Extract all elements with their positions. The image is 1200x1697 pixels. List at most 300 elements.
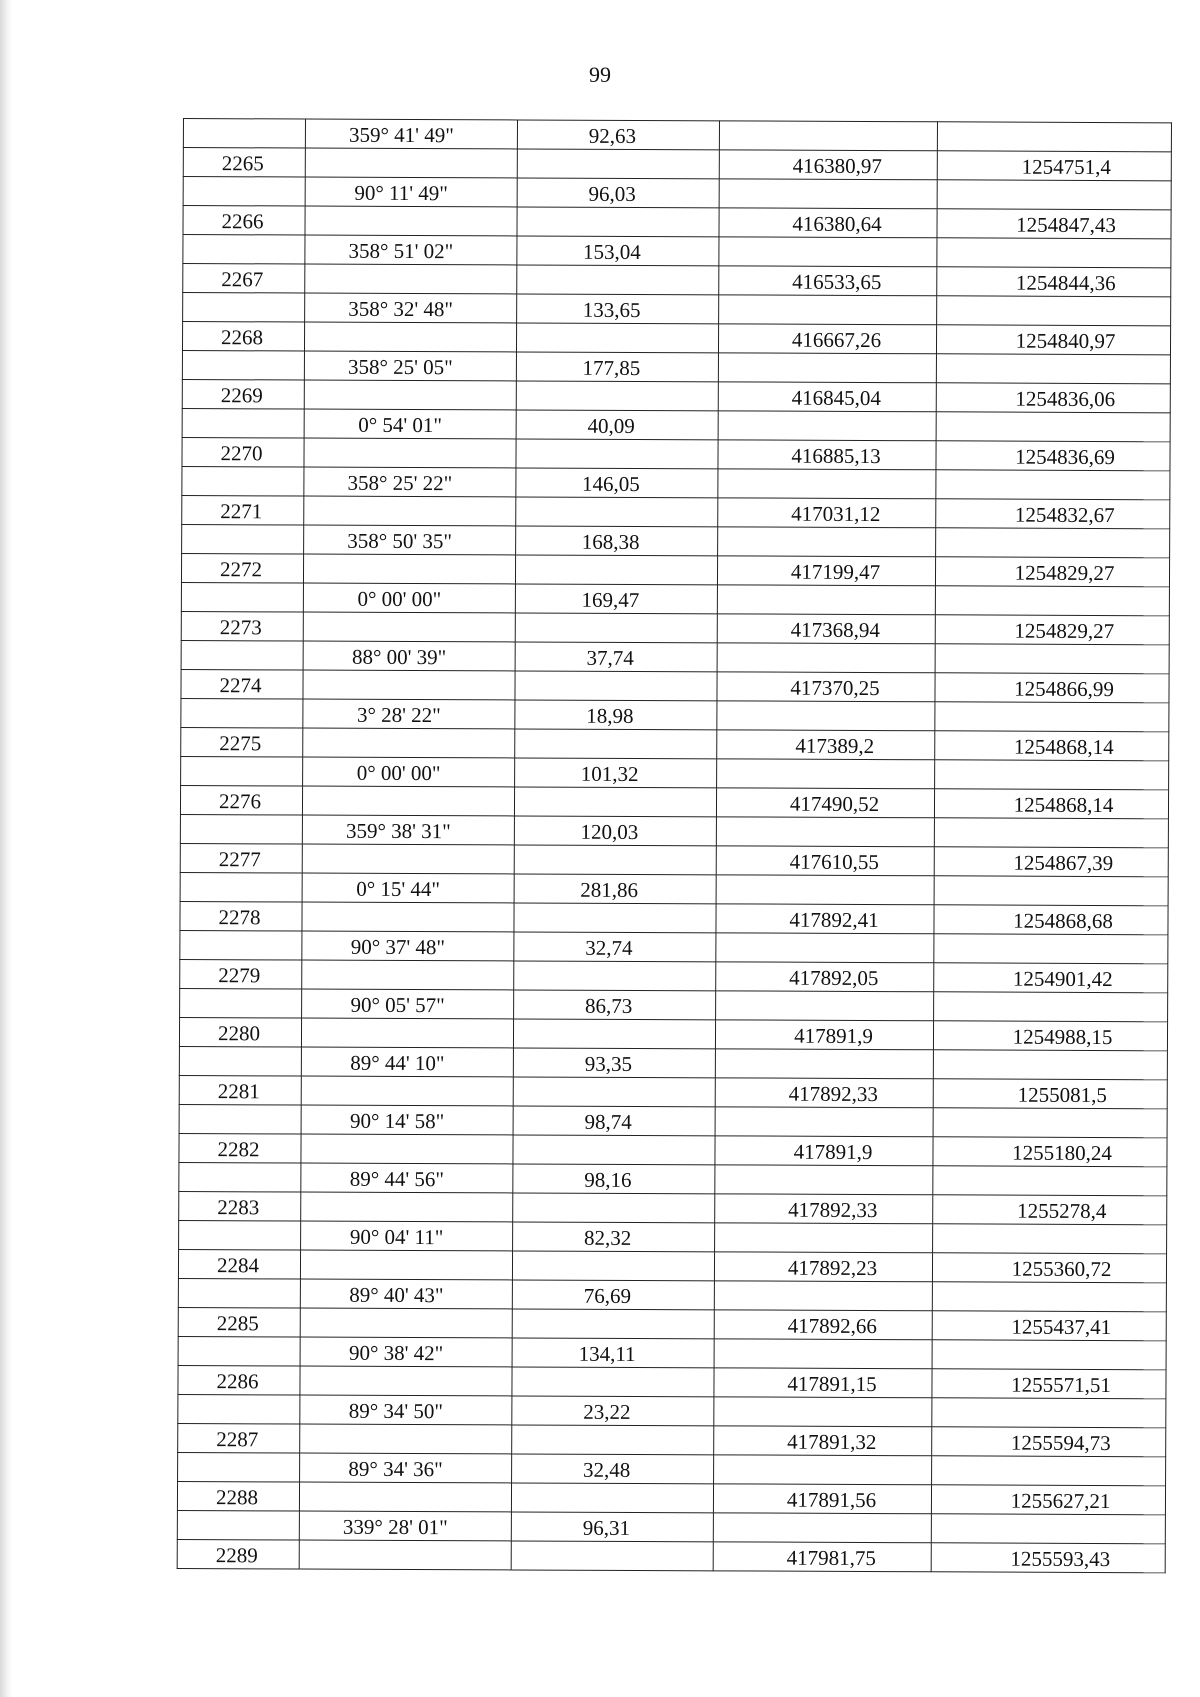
bearing-angle-cell — [300, 1366, 512, 1396]
y-coordinate-cell: 1255360,72 — [932, 1253, 1166, 1283]
bearing-angle-cell: 339° 28' 01" — [299, 1511, 511, 1541]
bearing-angle-cell — [302, 786, 514, 816]
point-number-cell: 2284 — [178, 1249, 300, 1279]
x-coordinate-cell: 417892,41 — [716, 904, 934, 934]
distance-cell: 96,03 — [517, 178, 719, 208]
bearing-angle-cell — [299, 1540, 511, 1570]
point-number-cell: 2280 — [179, 1017, 301, 1047]
y-coordinate-cell — [932, 1398, 1166, 1428]
bearing-angle-cell: 0° 00' 00" — [303, 757, 515, 787]
point-number-cell — [180, 872, 302, 902]
y-coordinate-cell: 1255627,21 — [931, 1485, 1165, 1515]
point-number-cell: 2268 — [182, 322, 304, 352]
distance-cell — [515, 729, 717, 759]
y-coordinate-cell — [937, 296, 1171, 326]
y-coordinate-cell: 1254832,67 — [936, 499, 1170, 529]
table-row — [182, 379, 1170, 412]
y-coordinate-cell: 1255278,4 — [933, 1195, 1167, 1225]
x-coordinate-cell — [714, 1397, 932, 1427]
y-coordinate-cell: 1255593,43 — [931, 1543, 1165, 1573]
point-number-cell: 2269 — [182, 379, 304, 409]
x-coordinate-cell: 417891,56 — [713, 1484, 931, 1514]
bearing-angle-cell — [301, 1018, 513, 1048]
y-coordinate-cell: 1255180,24 — [933, 1137, 1167, 1167]
x-coordinate-cell: 417610,55 — [716, 846, 934, 876]
bearing-angle-cell — [304, 438, 516, 468]
point-number-cell — [182, 408, 304, 438]
x-coordinate-cell: 416533,65 — [719, 266, 937, 296]
x-coordinate-cell — [718, 411, 936, 441]
table-row — [182, 408, 1170, 441]
bearing-angle-cell: 0° 15' 44" — [302, 873, 514, 903]
point-number-cell: 2270 — [182, 437, 304, 467]
bearing-angle-cell: 358° 25' 05" — [304, 351, 516, 381]
y-coordinate-cell: 1254988,15 — [933, 1021, 1167, 1051]
x-coordinate-cell — [718, 353, 936, 383]
x-coordinate-cell: 417892,23 — [714, 1252, 932, 1282]
bearing-angle-cell: 358° 51' 02" — [305, 235, 517, 265]
x-coordinate-cell: 417892,33 — [715, 1194, 933, 1224]
bearing-angle-cell — [305, 264, 517, 294]
table-row — [183, 148, 1171, 181]
point-number-cell — [181, 640, 303, 670]
x-coordinate-cell — [714, 1455, 932, 1485]
distance-cell: 153,04 — [517, 236, 719, 266]
y-coordinate-cell — [933, 1224, 1167, 1254]
point-number-cell: 2277 — [180, 843, 302, 873]
bearing-angle-cell: 90° 05' 57" — [302, 989, 514, 1019]
bearing-angle-cell: 358° 25' 22" — [304, 467, 516, 497]
bearing-angle-cell: 89° 44' 10" — [301, 1047, 513, 1077]
distance-cell — [514, 903, 716, 933]
point-number-cell — [183, 177, 305, 207]
table-row — [179, 1133, 1167, 1166]
bearing-angle-cell — [304, 322, 516, 352]
y-coordinate-cell — [932, 1282, 1166, 1312]
distance-cell — [512, 1425, 714, 1455]
distance-cell: 92,63 — [517, 120, 719, 150]
x-coordinate-cell: 417892,33 — [715, 1078, 933, 1108]
table-row — [181, 553, 1169, 586]
x-coordinate-cell — [714, 1281, 932, 1311]
distance-cell: 168,38 — [516, 526, 718, 556]
distance-cell — [514, 845, 716, 875]
distance-cell: 177,85 — [516, 352, 718, 382]
x-coordinate-cell — [715, 1049, 933, 1079]
distance-cell: 23,22 — [512, 1396, 714, 1426]
distance-cell — [516, 439, 718, 469]
bearing-angle-cell — [300, 1424, 512, 1454]
x-coordinate-cell: 417892,05 — [716, 962, 934, 992]
bearing-angle-cell — [302, 844, 514, 874]
point-number-cell: 2271 — [182, 495, 304, 525]
bearing-angle-cell — [303, 554, 515, 584]
y-coordinate-cell — [937, 122, 1171, 152]
distance-cell — [511, 1483, 713, 1513]
table-row — [181, 611, 1169, 644]
distance-cell — [516, 323, 718, 353]
table-row — [182, 437, 1170, 470]
point-number-cell: 2278 — [180, 901, 302, 931]
point-number-cell — [183, 235, 305, 265]
distance-cell: 146,05 — [516, 468, 718, 498]
distance-cell — [513, 1077, 715, 1107]
distance-cell — [512, 1309, 714, 1339]
point-number-cell — [178, 1278, 300, 1308]
distance-cell: 86,73 — [514, 990, 716, 1020]
distance-cell: 82,32 — [513, 1222, 715, 1252]
table-row — [181, 669, 1169, 702]
bearing-angle-cell — [301, 1192, 513, 1222]
distance-cell: 98,74 — [513, 1106, 715, 1136]
bearing-angle-cell: 0° 54' 01" — [304, 409, 516, 439]
distance-cell — [511, 1541, 713, 1571]
x-coordinate-cell: 416380,64 — [719, 208, 937, 238]
bearing-angle-cell: 359° 38' 31" — [302, 815, 514, 845]
bearing-angle-cell — [304, 496, 516, 526]
y-coordinate-cell — [934, 934, 1168, 964]
y-coordinate-cell — [936, 354, 1170, 384]
bearing-angle-cell — [305, 148, 517, 178]
x-coordinate-cell: 417199,47 — [717, 556, 935, 586]
table-row — [183, 293, 1171, 326]
table-row — [178, 1336, 1166, 1369]
bearing-angle-cell: 90° 37' 48" — [302, 931, 514, 961]
y-coordinate-cell — [936, 412, 1170, 442]
table-row — [178, 1394, 1166, 1427]
y-coordinate-cell — [932, 1456, 1166, 1486]
point-number-cell — [181, 756, 303, 786]
point-number-cell — [182, 524, 304, 554]
distance-cell: 37,74 — [515, 642, 717, 672]
bearing-angle-cell — [303, 728, 515, 758]
y-coordinate-cell: 1254901,42 — [934, 963, 1168, 993]
point-number-cell — [179, 1220, 301, 1250]
table-row — [183, 264, 1171, 297]
table-row — [181, 756, 1169, 789]
table-row — [178, 1278, 1166, 1311]
distance-cell: 32,74 — [514, 932, 716, 962]
point-number-cell — [180, 930, 302, 960]
y-coordinate-cell: 1254868,14 — [934, 789, 1168, 819]
distance-cell — [516, 497, 718, 527]
bearing-angle-cell: 90° 04' 11" — [301, 1221, 513, 1251]
y-coordinate-cell: 1254840,97 — [936, 325, 1170, 355]
point-number-cell — [183, 293, 305, 323]
table-row — [181, 727, 1169, 760]
distance-cell: 133,65 — [517, 294, 719, 324]
table-row — [179, 1104, 1167, 1137]
bearing-angle-cell — [301, 1076, 513, 1106]
table-row — [179, 1220, 1167, 1253]
table-row — [180, 930, 1168, 963]
table-row — [178, 1365, 1166, 1398]
x-coordinate-cell: 416667,26 — [718, 324, 936, 354]
bearing-angle-cell — [305, 206, 517, 236]
point-number-cell: 2286 — [178, 1365, 300, 1395]
table-row — [177, 1539, 1165, 1572]
table-row — [177, 1481, 1165, 1514]
x-coordinate-cell: 417370,25 — [717, 672, 935, 702]
point-number-cell — [179, 1046, 301, 1076]
y-coordinate-cell: 1254868,14 — [935, 731, 1169, 761]
table-row — [183, 177, 1171, 210]
table-row — [179, 1017, 1167, 1050]
y-coordinate-cell — [936, 528, 1170, 558]
distance-cell — [517, 265, 719, 295]
y-coordinate-cell — [934, 818, 1168, 848]
y-coordinate-cell — [931, 1514, 1165, 1544]
x-coordinate-cell: 417891,9 — [715, 1020, 933, 1050]
x-coordinate-cell — [715, 1223, 933, 1253]
distance-cell — [513, 1019, 715, 1049]
point-number-cell — [183, 119, 305, 149]
point-number-cell: 2276 — [180, 785, 302, 815]
point-number-cell: 2273 — [181, 611, 303, 641]
y-coordinate-cell — [933, 1108, 1167, 1138]
distance-cell: 120,03 — [514, 816, 716, 846]
x-coordinate-cell: 417891,9 — [715, 1136, 933, 1166]
y-coordinate-cell: 1254836,69 — [936, 441, 1170, 471]
point-number-cell — [182, 466, 304, 496]
table-row — [182, 466, 1170, 499]
y-coordinate-cell: 1254868,68 — [934, 905, 1168, 935]
x-coordinate-cell — [716, 817, 934, 847]
x-coordinate-cell: 417368,94 — [717, 614, 935, 644]
distance-cell — [517, 149, 719, 179]
distance-cell — [514, 961, 716, 991]
y-coordinate-cell: 1255571,51 — [932, 1369, 1166, 1399]
y-coordinate-cell — [935, 702, 1169, 732]
bearing-angle-cell: 89° 34' 36" — [300, 1453, 512, 1483]
bearing-angle-cell: 90° 38' 42" — [300, 1337, 512, 1367]
bearing-angle-cell: 0° 00' 00" — [303, 583, 515, 613]
point-number-cell: 2289 — [177, 1539, 299, 1569]
point-number-cell — [178, 1394, 300, 1424]
distance-cell — [517, 207, 719, 237]
x-coordinate-cell — [719, 179, 937, 209]
table-row — [179, 1162, 1167, 1195]
x-coordinate-cell — [719, 237, 937, 267]
point-number-cell: 2287 — [178, 1423, 300, 1453]
bearing-angle-cell: 89° 44' 56" — [301, 1163, 513, 1193]
x-coordinate-cell: 417490,52 — [716, 788, 934, 818]
y-coordinate-cell: 1255594,73 — [932, 1427, 1166, 1457]
distance-cell: 76,69 — [512, 1280, 714, 1310]
distance-cell — [513, 1193, 715, 1223]
x-coordinate-cell — [717, 643, 935, 673]
y-coordinate-cell — [937, 238, 1171, 268]
y-coordinate-cell: 1254867,39 — [934, 847, 1168, 877]
point-number-cell: 2266 — [183, 206, 305, 236]
table-row — [181, 698, 1169, 731]
point-number-cell: 2288 — [177, 1481, 299, 1511]
table-row — [183, 119, 1171, 152]
x-coordinate-cell — [719, 121, 937, 151]
point-number-cell: 2282 — [179, 1133, 301, 1163]
point-number-cell — [179, 1162, 301, 1192]
table-row — [182, 322, 1170, 355]
distance-cell — [513, 1135, 715, 1165]
point-number-cell — [181, 582, 303, 612]
table-row — [179, 1075, 1167, 1108]
bearing-angle-cell: 88° 00' 39" — [303, 641, 515, 671]
y-coordinate-cell — [934, 992, 1168, 1022]
x-coordinate-cell — [719, 295, 937, 325]
distance-cell: 281,86 — [514, 874, 716, 904]
distance-cell — [515, 613, 717, 643]
bearing-angle-cell — [300, 1308, 512, 1338]
point-number-cell: 2267 — [183, 264, 305, 294]
table-row — [180, 901, 1168, 934]
y-coordinate-cell — [935, 644, 1169, 674]
x-coordinate-cell: 417389,2 — [717, 730, 935, 760]
y-coordinate-cell — [935, 760, 1169, 790]
table-row — [180, 988, 1168, 1021]
bearing-angle-cell: 89° 40' 43" — [300, 1279, 512, 1309]
x-coordinate-cell — [715, 1165, 933, 1195]
x-coordinate-cell — [714, 1339, 932, 1369]
coordinates-table-body — [177, 119, 1171, 1573]
table-row — [178, 1307, 1166, 1340]
coordinates-table — [177, 118, 1172, 1573]
bearing-angle-cell: 3° 28' 22" — [303, 699, 515, 729]
x-coordinate-cell — [717, 585, 935, 615]
y-coordinate-cell — [933, 1050, 1167, 1080]
bearing-angle-cell: 90° 11' 49" — [305, 177, 517, 207]
x-coordinate-cell — [717, 701, 935, 731]
y-coordinate-cell: 1254847,43 — [937, 209, 1171, 239]
distance-cell — [515, 671, 717, 701]
x-coordinate-cell: 417891,32 — [714, 1426, 932, 1456]
point-number-cell — [179, 1104, 301, 1134]
x-coordinate-cell — [716, 875, 934, 905]
point-number-cell: 2265 — [183, 148, 305, 178]
table-row — [180, 872, 1168, 905]
x-coordinate-cell: 416885,13 — [718, 440, 936, 470]
point-number-cell — [180, 814, 302, 844]
point-number-cell: 2272 — [181, 553, 303, 583]
x-coordinate-cell — [718, 527, 936, 557]
point-number-cell — [178, 1452, 300, 1482]
table-row — [180, 843, 1168, 876]
distance-cell: 93,35 — [513, 1048, 715, 1078]
point-number-cell: 2283 — [179, 1191, 301, 1221]
y-coordinate-cell: 1254844,36 — [937, 267, 1171, 297]
bearing-angle-cell: 358° 32' 48" — [305, 293, 517, 323]
bearing-angle-cell — [303, 612, 515, 642]
y-coordinate-cell — [936, 470, 1170, 500]
point-number-cell: 2281 — [179, 1075, 301, 1105]
table-row — [180, 959, 1168, 992]
bearing-angle-cell — [302, 902, 514, 932]
distance-cell — [512, 1251, 714, 1281]
distance-cell — [512, 1367, 714, 1397]
y-coordinate-cell: 1254836,06 — [936, 383, 1170, 413]
bearing-angle-cell — [302, 960, 514, 990]
y-coordinate-cell — [935, 586, 1169, 616]
point-number-cell — [180, 988, 302, 1018]
x-coordinate-cell — [716, 933, 934, 963]
table-row — [179, 1191, 1167, 1224]
point-number-cell: 2279 — [180, 959, 302, 989]
bearing-angle-cell: 89° 34' 50" — [300, 1395, 512, 1425]
distance-cell — [514, 787, 716, 817]
bearing-angle-cell — [304, 380, 516, 410]
y-coordinate-cell: 1254829,27 — [935, 615, 1169, 645]
x-coordinate-cell: 416380,97 — [719, 150, 937, 180]
distance-cell: 96,31 — [511, 1512, 713, 1542]
point-number-cell — [182, 350, 304, 380]
table-row — [178, 1452, 1166, 1485]
table-row — [177, 1510, 1165, 1543]
point-number-cell — [178, 1336, 300, 1366]
table-row — [178, 1249, 1166, 1282]
table-row — [182, 524, 1170, 557]
y-coordinate-cell: 1254829,27 — [935, 557, 1169, 587]
x-coordinate-cell: 417981,75 — [713, 1542, 931, 1572]
y-coordinate-cell — [934, 876, 1168, 906]
y-coordinate-cell: 1254751,4 — [937, 151, 1171, 181]
distance-cell: 98,16 — [513, 1164, 715, 1194]
bearing-angle-cell — [299, 1482, 511, 1512]
bearing-angle-cell — [301, 1134, 513, 1164]
x-coordinate-cell — [718, 469, 936, 499]
table-row — [180, 785, 1168, 818]
x-coordinate-cell: 416845,04 — [718, 382, 936, 412]
x-coordinate-cell — [717, 759, 935, 789]
distance-cell — [516, 381, 718, 411]
distance-cell: 134,11 — [512, 1338, 714, 1368]
table-row — [178, 1423, 1166, 1456]
table-row — [183, 206, 1171, 239]
table-row — [179, 1046, 1167, 1079]
table-row — [183, 235, 1171, 268]
table-row — [181, 640, 1169, 673]
x-coordinate-cell — [716, 991, 934, 1021]
scan-edge — [0, 0, 12, 1697]
distance-cell: 18,98 — [515, 700, 717, 730]
page-number: 99 — [589, 62, 611, 87]
bearing-angle-cell: 90° 14' 58" — [301, 1105, 513, 1135]
table-row — [182, 350, 1170, 383]
distance-cell: 101,32 — [515, 758, 717, 788]
distance-cell — [515, 555, 717, 585]
y-coordinate-cell: 1255437,41 — [932, 1311, 1166, 1341]
x-coordinate-cell: 417892,66 — [714, 1310, 932, 1340]
x-coordinate-cell: 417031,12 — [718, 498, 936, 528]
point-number-cell: 2285 — [178, 1307, 300, 1337]
y-coordinate-cell: 1254866,99 — [935, 673, 1169, 703]
x-coordinate-cell — [713, 1513, 931, 1543]
distance-cell: 169,47 — [515, 584, 717, 614]
x-coordinate-cell: 417891,15 — [714, 1368, 932, 1398]
table-row — [181, 582, 1169, 615]
y-coordinate-cell — [933, 1166, 1167, 1196]
table-row — [180, 814, 1168, 847]
bearing-angle-cell — [303, 670, 515, 700]
point-number-cell — [177, 1510, 299, 1540]
y-coordinate-cell — [932, 1340, 1166, 1370]
bearing-angle-cell: 359° 41' 49" — [305, 119, 517, 149]
y-coordinate-cell: 1255081,5 — [933, 1079, 1167, 1109]
point-number-cell: 2275 — [181, 727, 303, 757]
point-number-cell — [181, 698, 303, 728]
table-row — [182, 495, 1170, 528]
distance-cell: 32,48 — [512, 1454, 714, 1484]
y-coordinate-cell — [937, 180, 1171, 210]
bearing-angle-cell — [300, 1250, 512, 1280]
